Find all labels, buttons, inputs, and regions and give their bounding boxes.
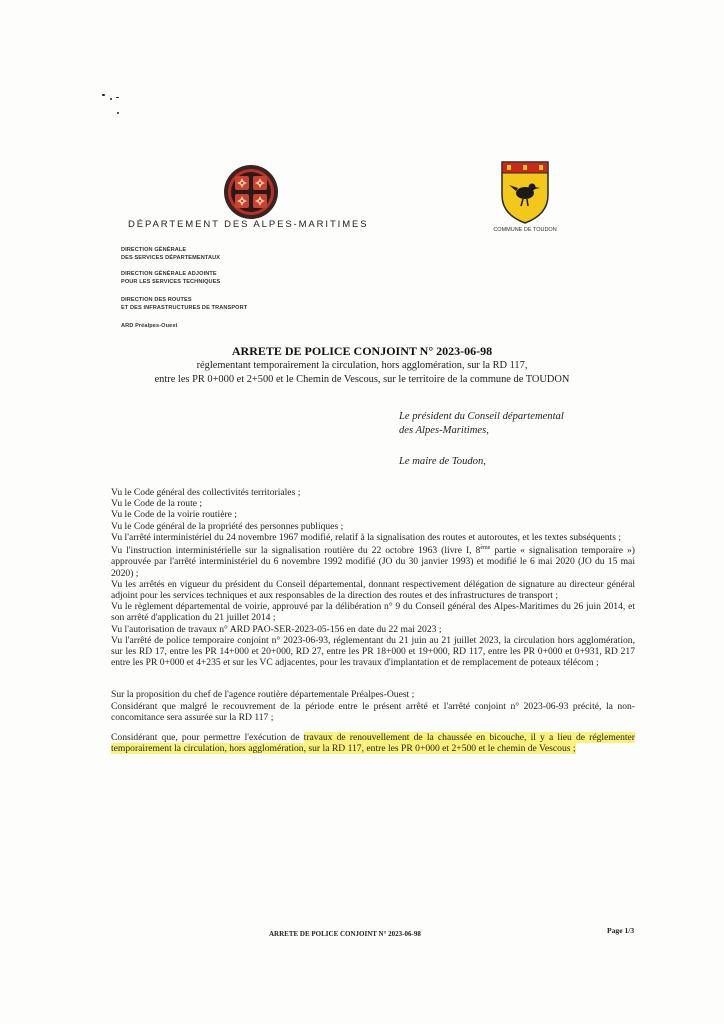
proposal-paragraph: Sur la proposition du chef de l'agence routière départementale Préalpes-Ouest ; bbox=[111, 689, 415, 701]
department-logo bbox=[222, 163, 280, 221]
document-body bbox=[111, 487, 635, 754]
highlighted-text: travaux de renouvellement de la chaussée en bicouche, il y a lieu de réglementer temporairement la circulation, hors agglomération, sur la RD 117, entre les PR 0+000 et 2+500 et le chemin de Vescous ; bbox=[111, 732, 635, 755]
president-line-2: des Alpes-Maritimes, bbox=[399, 425, 489, 436]
scan-speck bbox=[117, 112, 119, 114]
visa-paragraph: Vu le Code de la voirie routière ; bbox=[111, 509, 237, 521]
president-line-1: Le président du Conseil départemental bbox=[399, 411, 564, 422]
department-name: DÉPARTEMENT DES ALPES-MARITIMES bbox=[128, 219, 369, 230]
visa-paragraph: Vu le Code général des collectivités territoriales ; bbox=[111, 487, 301, 498]
visa-paragraph: Vu le Code de la route ; bbox=[111, 498, 203, 510]
directorate-deputy: DIRECTION GÉNÉRALE ADJOINTE POUR LES SERVICES TECHNIQUES bbox=[121, 271, 221, 285]
toudon-crest bbox=[499, 159, 551, 225]
visa-paragraph: Vu le règlement départemental de voirie, approuvé par la délibération n° 9 du Conseil général des Alpes-Maritimes du 26 juin 2014, et son arrêté d'application du 21 juillet 2014 ; bbox=[111, 601, 635, 624]
visa-paragraph: Vu l'instruction interministérielle sur la signalisation routière du 22 octobre 1963 (livre I, 8ème partie « signalisation temporaire ») approuvée par l'arrêté interministériel du 6 novembre 1992 modifié (JO du 30 janvier 1993) et modifié le 6 mai 2020 (JO du 15 mai 2020) ; bbox=[111, 545, 635, 579]
visa-paragraph: Vu le Code général de la propriété des personnes publiques ; bbox=[111, 520, 344, 532]
footer-title: ARRETE DE POLICE CONJOINT N° 2023-06-98 bbox=[269, 930, 421, 938]
scan-speck bbox=[110, 98, 112, 100]
visa-paragraph: Vu les arrêtés en vigueur du président du Conseil départemental, donnant respectivement délégation de signature au directeur général adjoint pour les services techniques et aux responsables de la direction des routes et des infrastructures de transport ; bbox=[111, 578, 635, 602]
considering-paragraph: Considérant que malgré le recouvrement de la période entre le présent arrêté et l'arrêté conjoint n° 2023-06-93 précité, la non-concomitance sera assurée sur la RD 117 ; bbox=[111, 700, 635, 723]
directorate-roads: DIRECTION DES ROUTES ET DES INFRASTRUCTURES DE TRANSPORT bbox=[121, 297, 248, 311]
considering-paragraph-highlighted: Considérant que, pour permettre l'exécution de travaux de renouvellement de la chaussée en bicouche, il y a lieu de réglementer temporairement la circulation, hors agglomération, sur la RD 117, entre les PR 0+000 et 2+500 et le chemin de Vescous ; bbox=[111, 732, 635, 755]
directorate-ard: ARD Préalpes-Ouest bbox=[121, 323, 178, 329]
visa-paragraph: Vu l'arrêté de police temporaire conjoint n° 2023-06-93, réglementant du 21 juin au 21 juillet 2023, la circulation hors agglomération, sur les RD 17, entre les PR 14+000 et 20+000, RD 27, entre les PR 18+000 et 19+000, RD 117, entre les PR 0+000 et 0+931, RD 217 entre les PR 0+000 et 4+235 et sur les VC adjacentes, pour les travaux d'implantation et de remplacement de poteaux télécom ; bbox=[111, 634, 635, 669]
mayor-line: Le maire de Toudon, bbox=[399, 456, 486, 467]
visa-paragraph: Vu l'autorisation de travaux n° ARD PAO-SER-2023-05-156 en date du 22 mai 2023 ; bbox=[111, 623, 442, 635]
scan-speck bbox=[116, 97, 119, 98]
visa-paragraph: Vu l'arrêté interministériel du 24 novembre 1967 modifié, relatif à la signalisation des routes et autoroutes, et les textes subséquents ; bbox=[111, 531, 622, 543]
scan-speck bbox=[102, 94, 105, 96]
title-subline-1: réglementant temporairement la circulation, hors agglomération, sur la RD 117, bbox=[196, 360, 528, 371]
page-number: Page 1/3 bbox=[607, 926, 635, 935]
commune-label: COMMUNE DE TOUDON bbox=[493, 227, 557, 233]
document-title: ARRETE DE POLICE CONJOINT N° 2023-06-98 bbox=[231, 344, 493, 358]
title-subline-2: entre les PR 0+000 et 2+500 et le Chemin de Vescous, sur le territoire de la commune de TOUDON bbox=[154, 374, 570, 385]
directorate-general: DIRECTION GÉNÉRALE DES SERVICES DÉPARTEMENTAUX bbox=[121, 247, 221, 261]
